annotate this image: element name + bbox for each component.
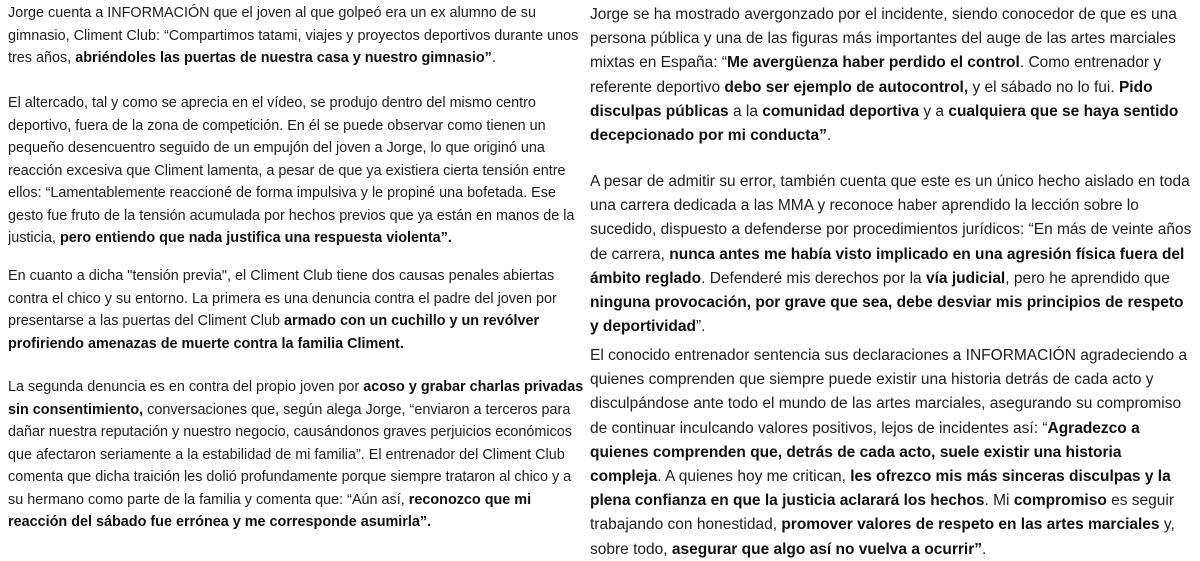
text-segment: y el sábado no lo fui. — [968, 78, 1119, 96]
bold-text-segment: compromiso — [1013, 492, 1107, 510]
text-segment: La segunda denuncia es en contra del propio joven por — [8, 379, 364, 395]
text-segment: ”. — [695, 318, 706, 336]
left-paragraph-2 — [8, 92, 584, 250]
left-paragraph-3 — [8, 265, 584, 355]
bold-text-segment: pero entiendo que nada justifica una respuesta violenta”. — [59, 230, 452, 246]
bold-text-segment: promover valores de respeto en las artes marciales — [781, 516, 1160, 534]
bold-text-segment: cualquiera que se haya sentido decepcionado por mi conducta” — [590, 102, 1179, 145]
right-paragraph-3 — [590, 344, 1196, 561]
text-segment: a la — [728, 102, 763, 120]
text-segment: . — [826, 127, 832, 145]
text-segment: . Defenderé mis derechos por la — [701, 269, 926, 287]
bold-text-segment: acoso y grabar charlas privadas sin consentimiento, — [8, 379, 584, 418]
text-segment: y a — [919, 102, 949, 120]
bold-text-segment: nunca antes me había visto implicado en una agresión física fuera del ámbito reglado — [590, 245, 1185, 287]
bold-text-segment: Pido disculpas públicas — [590, 78, 1153, 120]
text-segment: Jorge se ha mostrado avergonzado por el incidente, siendo conocedor de que es una persona pública y una de las figuras más importantes del auge de las artes marciales mixtas en España: “ — [590, 6, 1177, 72]
bold-text-segment: debo ser ejemplo de autocontrol, — [724, 78, 969, 96]
left-paragraph-1 — [8, 2, 584, 70]
right-paragraph-1 — [590, 3, 1196, 148]
text-segment: y, sobre todo, — [590, 516, 1175, 558]
bold-text-segment: vía judicial — [925, 269, 1006, 287]
text-segment: En cuanto a dicha "tensión previa", el Climent Club tiene dos causas penales abiertas contra el chico y su entorno. La primera es una denuncia contra el padre del joven por presentarse a las puertas del Climent Club — [8, 268, 557, 329]
text-segment: . — [981, 540, 987, 558]
bold-text-segment: ninguna provocación, por grave que sea, debe desviar mis principios de respeto y deportividad — [590, 294, 1184, 336]
left-paragraph-4 — [8, 376, 584, 534]
text-segment: . Como entrenador y referente deportivo — [590, 54, 1162, 96]
bold-text-segment: armado con un cuchillo y un revólver profiriendo amenazas de muerte contra la familia Climent. — [8, 313, 540, 352]
text-segment: . — [491, 50, 496, 66]
text-segment: , pero he aprendido que — [1005, 269, 1170, 287]
text-segment: A pesar de admitir su error, también cuenta que este es un único hecho aislado en toda una carrera dedicada a las MMA y reconoce haber aprendido la lección sobre lo sucedido, dispuesto a defenderse por procedimientos jurídicos: “En más de veinte años de carrera, — [590, 173, 1192, 263]
left-article-column — [8, 0, 584, 561]
bold-text-segment: reconozco que mi reacción del sábado fue errónea y me corresponde asumirla”. — [8, 491, 532, 530]
text-segment: . Mi — [984, 492, 1014, 510]
text-segment: El altercado, tal y como se aprecia en el vídeo, se produjo dentro del mismo centro deportivo, fuera de la zona de competición. En él se puede observar como tienen un pequeño desencuentro seguido de un empujón del joven a Jorge, lo que originó una reacción excesiva que Climent lamenta, a pesar de que ya existiera cierta tensión entre ellos: “Lamentablemente reaccioné de forma impulsiva y le propiné una bofetada. Ese gesto fue fruto de la tensión acumulada por hechos previos que ya están en manos de la justicia, — [8, 95, 575, 246]
text-segment: es seguir trabajando con honestidad, — [590, 492, 1175, 534]
text-segment: conversaciones que, según alega Jorge, “enviaron a terceros para dañar nuestra reputación y nuestro negocio, causándonos graves perjuicios económicos que afectaron seriamente a la estabilidad de mi familia”. El entrenador del Climent Club comenta que dicha traición les dolió profundamente porque siempre trataron al chico y a su hermano como parte de la familia y comenta que: “Aún así, — [8, 401, 572, 508]
bold-text-segment: comunidad deportiva — [762, 102, 920, 120]
text-segment: Jorge cuenta a INFORMACIÓN que el joven al que golpeó era un ex alumno de su gimnasio, Climent Club: “Compartimos tatami, viajes y proyectos deportivos durante unos tres años, — [8, 5, 579, 66]
bold-text-segment: les ofrezco mis más sinceras disculpas y la plena confianza en que la justicia aclarará los hechos — [590, 468, 1171, 510]
text-segment: El conocido entrenador sentencia sus declaraciones a INFORMACIÓN agradeciendo a quienes comprenden que siempre puede existir una historia detrás de cada acto y disculpándose ante todo el mundo de las artes marciales, asegurando su compromiso de continuar inculcando valores positivos, lejos de incidentes así: “ — [590, 347, 1188, 437]
bold-text-segment: asegurar que algo así no vuelva a ocurrir” — [671, 540, 982, 558]
bold-text-segment: abriéndoles las puertas de nuestra casa y nuestro gimnasio” — [75, 50, 492, 66]
right-paragraph-2 — [590, 170, 1196, 339]
text-segment: . A quienes hoy me critican, — [657, 468, 851, 486]
right-article-column — [590, 0, 1196, 561]
bold-text-segment: Agradezco a quienes comprenden que, detrás de cada acto, suele existir una historia compleja — [590, 419, 1140, 486]
bold-text-segment: Me avergüenza haber perdido el control — [726, 54, 1020, 72]
